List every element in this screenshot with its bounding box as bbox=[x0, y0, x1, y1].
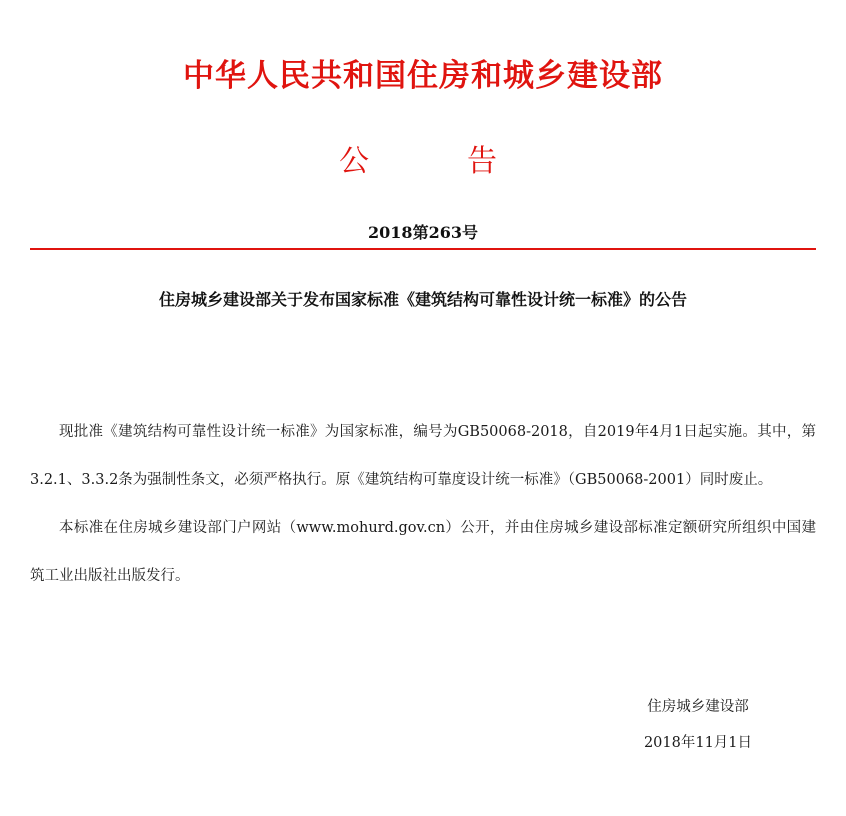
red-divider-line bbox=[30, 248, 816, 250]
issuer-signature: 住房城乡建设部 bbox=[647, 699, 749, 715]
notice-title-char-2: 告 bbox=[467, 144, 497, 179]
notice-body bbox=[30, 408, 816, 600]
document-number: 2018第263号 bbox=[368, 223, 478, 242]
body-paragraph-1: 现批准《建筑结构可靠性设计统一标准》为国家标准，编号为GB50068-2018，自2019年4月1日起实施。其中，第3.2.1、3.3.2条为强制性条文，必须严格执行。原《建筑结构可靠度设计统一标准》（GB50068-2001）同时废止。 bbox=[30, 424, 816, 488]
notice-subject: 住房城乡建设部关于发布国家标准《建筑结构可靠性设计统一标准》的公告 bbox=[158, 290, 687, 309]
issue-date: 2018年11月1日 bbox=[643, 735, 753, 751]
ministry-header: 中华人民共和国住房和城乡建设部 bbox=[183, 58, 663, 94]
notice-title-char-1: 公 bbox=[339, 144, 369, 179]
body-paragraph-2: 本标准在住房城乡建设部门户网站（www.mohurd.gov.cn）公开，并由住房城乡建设部标准定额研究所组织中国建筑工业出版社出版发行。 bbox=[30, 520, 816, 584]
